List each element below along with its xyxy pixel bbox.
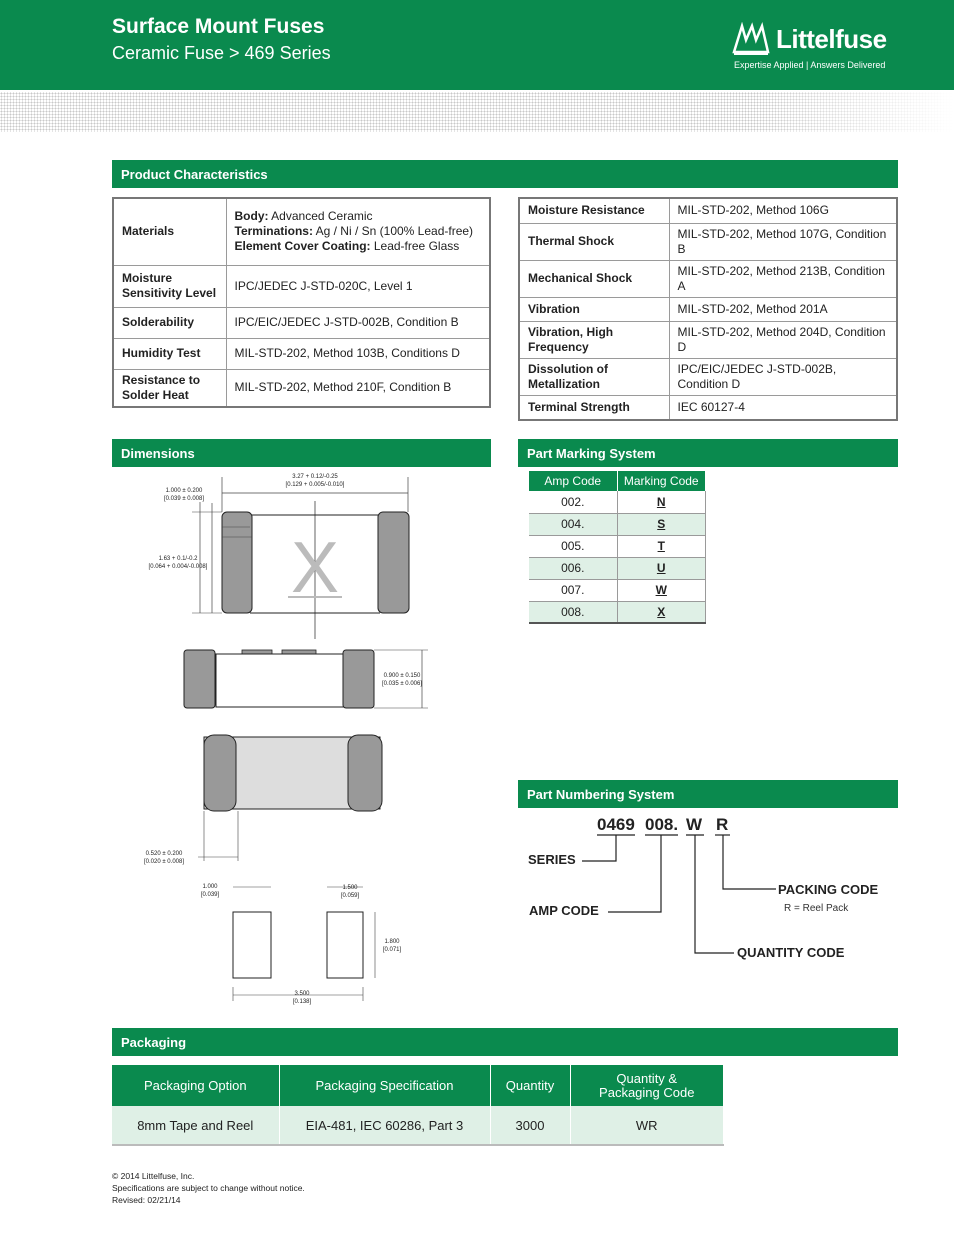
char-label: Dissolution of Metallization [519, 358, 669, 395]
dim-termination: 0.520 ± 0.200 [145, 851, 183, 857]
table-row: 005. T [529, 535, 706, 557]
table-row: 004. S [529, 513, 706, 535]
dim-pad-height: 1.800 [384, 939, 400, 945]
pn-series: 0469 [597, 815, 635, 834]
char-label: Thermal Shock [519, 223, 669, 260]
pack-header: Quantity & Packaging Code [570, 1065, 724, 1106]
char-label: Vibration [519, 297, 669, 321]
char-value: MIL-STD-202, Method 107G, Condition B [669, 223, 897, 260]
packaging-table [112, 1065, 724, 1146]
dim-pad-span-in: [0.138] [292, 999, 312, 1005]
char-value: MIL-STD-202, Method 213B, Condition A [669, 260, 897, 297]
revised-date: Revised: 02/21/14 [112, 1195, 181, 1205]
char-value: IPC/JEDEC J-STD-020C, Level 1 [226, 265, 490, 307]
pn-amp: 008. [645, 815, 679, 834]
pn-amp-label: AMP CODE [529, 903, 599, 918]
table-row: 007. W [529, 579, 706, 601]
char-value: MIL-STD-202, Method 204D, Condition D [669, 321, 897, 358]
part-numbering-diagram [518, 808, 898, 978]
dim-top-width-in: [0.129 + 0.005/-0.010] [285, 482, 345, 488]
littelfuse-emblem-icon [732, 22, 770, 56]
table-row: 008. X [529, 601, 706, 623]
footer [112, 1170, 305, 1206]
dim-height-in: [0.064 + 0.004/-0.008] [148, 564, 208, 570]
pn-pack-note: R = Reel Pack [784, 903, 849, 914]
dim-height: 1.63 + 0.1/-0.2 [158, 556, 198, 562]
materials-label: Materials [113, 198, 226, 265]
table-row: 006. U [529, 557, 706, 579]
dim-top-width: 3.27 + 0.12/-0.25 [292, 474, 338, 480]
fuse-top-view [149, 474, 409, 639]
dim-pad-height-in: [0.071] [382, 947, 402, 953]
char-value: MIL-STD-202, Method 106G [669, 198, 897, 223]
dimensions-drawing [112, 467, 491, 1012]
dim-thickness: 0.900 ± 0.150 [383, 673, 421, 679]
dim-termination-in: [0.020 ± 0.008] [144, 859, 184, 865]
dim-thickness-in: [0.035 ± 0.006] [382, 681, 422, 687]
pn-series-label: SERIES [528, 852, 576, 867]
table-row: 8mm Tape and Reel EIA-481, IEC 60286, Part 3 3000 WR [112, 1106, 724, 1145]
pack-header: Packaging Specification [279, 1065, 490, 1106]
char-label: Solderability [113, 307, 226, 338]
marking-x-glyph: X [290, 528, 340, 608]
pack-header: Quantity [490, 1065, 570, 1106]
dot-pattern-band [0, 92, 954, 132]
characteristics-table-right [518, 197, 898, 421]
char-value: IPC/EIC/JEDEC J-STD-002B, Condition B [226, 307, 490, 338]
dim-cap-length-in: [0.039 ± 0.008] [164, 496, 204, 502]
table-row: 002. N [529, 491, 706, 513]
pn-pack-label: PACKING CODE [778, 882, 879, 897]
char-value: IEC 60127-4 [669, 395, 897, 420]
section-dimensions: Dimensions [112, 439, 491, 467]
pn-qty-label: QUANTITY CODE [737, 945, 845, 960]
char-label: Humidity Test [113, 338, 226, 369]
section-packaging: Packaging [112, 1028, 898, 1056]
char-value: MIL-STD-202, Method 103B, Conditions D [226, 338, 490, 369]
page-subtitle: Ceramic Fuse > 469 Series [112, 43, 331, 63]
marking-table [529, 471, 706, 624]
char-label: Resistance to Solder Heat [113, 369, 226, 407]
pn-pack: R [716, 815, 729, 834]
dim-pad-b-in: [0.059] [340, 893, 360, 899]
marking-header-code: Marking Code [617, 471, 706, 491]
page-title: Surface Mount Fuses [112, 15, 325, 38]
characteristics-table-left [112, 197, 491, 408]
char-value: IPC/EIC/JEDEC J-STD-002B, Condition D [669, 358, 897, 395]
section-product-characteristics: Product Characteristics [112, 160, 898, 188]
pad-layout [201, 884, 402, 1005]
char-label: Moisture Sensitivity Level [113, 265, 226, 307]
section-part-numbering: Part Numbering System [518, 780, 898, 808]
brand-name: Littelfuse [776, 24, 887, 54]
fuse-side-view [184, 650, 428, 708]
marking-header-amp: Amp Code [529, 471, 617, 491]
dim-pad-b: 1.500 [342, 885, 358, 891]
char-label: Mechanical Shock [519, 260, 669, 297]
brand-tagline: Expertise Applied | Answers Delivered [734, 60, 886, 70]
materials-value: Body: Advanced Ceramic Terminations: Ag / Ni / Sn (100% Lead-free) Element Cover Coating: Lead-free Glass [226, 198, 490, 265]
dim-pad-a: 1.000 [202, 884, 218, 890]
dim-pad-span: 3.500 [294, 991, 310, 997]
pack-header: Packaging Option [112, 1065, 279, 1106]
notice: Specifications are subject to change without notice. [112, 1183, 305, 1193]
char-label: Terminal Strength [519, 395, 669, 420]
dim-cap-length: 1.000 ± 0.200 [165, 488, 203, 494]
char-value: MIL-STD-202, Method 201A [669, 297, 897, 321]
pn-qty: W [686, 815, 703, 834]
section-part-marking: Part Marking System [518, 439, 898, 467]
char-value: MIL-STD-202, Method 210F, Condition B [226, 369, 490, 407]
fuse-bottom-view [144, 735, 382, 865]
char-label: Vibration, High Frequency [519, 321, 669, 358]
copyright: © 2014 Littelfuse, Inc. [112, 1171, 195, 1181]
littelfuse-logo [732, 20, 902, 75]
page-header [0, 0, 954, 90]
char-label: Moisture Resistance [519, 198, 669, 223]
dim-pad-a-in: [0.039] [200, 892, 220, 898]
